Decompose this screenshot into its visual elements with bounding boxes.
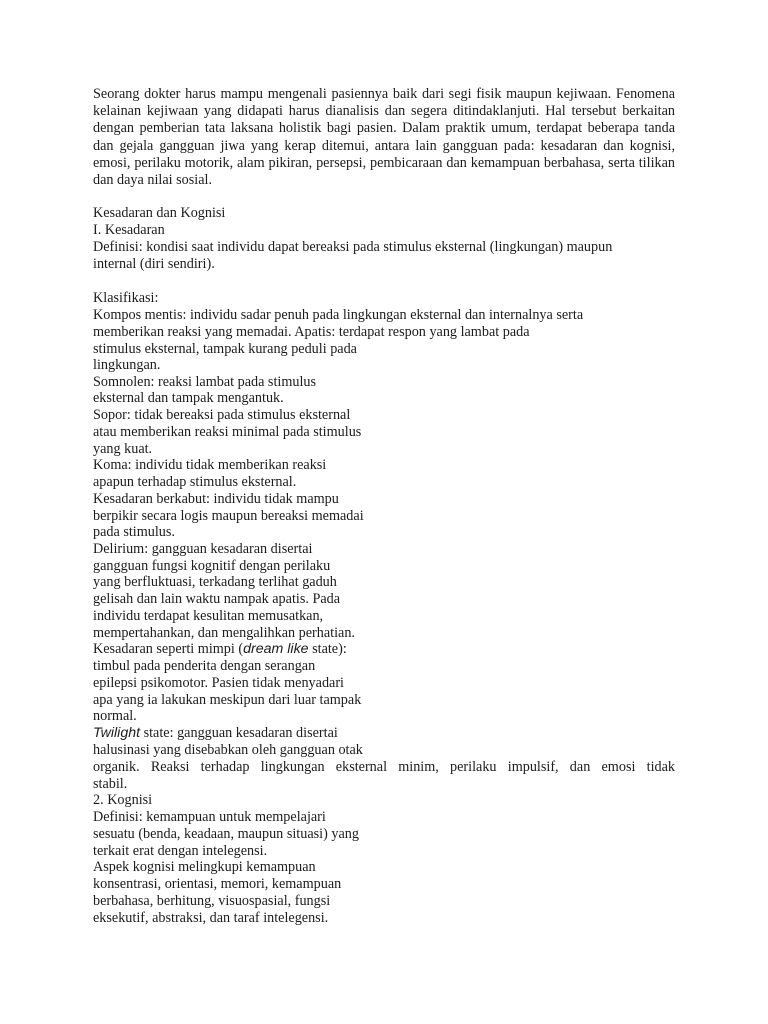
text-line: gangguan fungsi kognitif dengan perilaku bbox=[93, 558, 331, 574]
text-segment: Kesadaran seperti mimpi ( bbox=[93, 641, 244, 657]
text-line: Definisi: kemampuan untuk mempelajari bbox=[93, 809, 326, 825]
text-line: epilepsi psikomotor. Pasien tidak menyadari bbox=[93, 675, 344, 691]
text-line: Aspek kognisi melingkupi kemampuan bbox=[93, 859, 316, 875]
text-line: sesuatu (benda, keadaan, maupun situasi) yang bbox=[93, 826, 359, 842]
text-line: stabil. bbox=[93, 776, 128, 792]
text-line: stimulus eksternal, tampak kurang peduli pada bbox=[93, 341, 357, 357]
text-line: lingkungan. bbox=[93, 357, 161, 373]
text-line: mempertahankan, dan mengalihkan perhatian. bbox=[93, 625, 355, 641]
text-line bbox=[93, 641, 347, 658]
text-line: atau memberikan reaksi minimal pada stimulus bbox=[93, 424, 362, 440]
subsection-heading: I. Kesadaran bbox=[93, 222, 165, 238]
text-line: Somnolen: reaksi lambat pada stimulus bbox=[93, 374, 317, 390]
text-line: Kesadaran berkabut: individu tidak mampu bbox=[93, 491, 339, 507]
text-line: gelisah dan lain waktu nampak apatis. Pada bbox=[93, 591, 341, 607]
subsection-heading: 2. Kognisi bbox=[93, 792, 153, 808]
text-line: apa yang ia lakukan meskipun dari luar tampak bbox=[93, 692, 362, 708]
text-segment: state): bbox=[308, 641, 347, 657]
text-line: Kompos mentis: individu sadar penuh pada lingkungan eksternal dan internalnya serta bbox=[93, 307, 584, 323]
text-line: yang kuat. bbox=[93, 441, 153, 457]
text-line: yang berfluktuasi, terkadang terlihat gaduh bbox=[93, 574, 337, 590]
text-line: konsentrasi, orientasi, memori, kemampuan bbox=[93, 876, 342, 892]
text-line: Sopor: tidak bereaksi pada stimulus eksternal bbox=[93, 407, 351, 423]
italic-term: Twilight bbox=[93, 725, 141, 741]
section-heading: Kesadaran dan Kognisi bbox=[93, 205, 226, 221]
text-line: eksekutif, abstraksi, dan taraf intelegensi. bbox=[93, 910, 329, 926]
italic-term: dream like bbox=[243, 641, 309, 657]
text-segment: state: gangguan kesadaran disertai bbox=[140, 725, 338, 741]
text-line: Delirium: gangguan kesadaran disertai bbox=[93, 541, 313, 557]
text-line: halusinasi yang disebabkan oleh gangguan otak bbox=[93, 742, 363, 758]
text-line: apapun terhadap stimulus eksternal. bbox=[93, 474, 297, 490]
text-line: timbul pada penderita dengan serangan bbox=[93, 658, 316, 674]
text-line: memberikan reaksi yang memadai. Apatis: terdapat respon yang lambat pada bbox=[93, 324, 530, 340]
intro-paragraph: Seorang dokter harus mampu mengenali pasiennya baik dari segi fisik maupun kejiwaan. Fenomena kelainan kejiwaan yang didapati harus dianalisis dan segera ditindaklanjuti. Hal tersebut berkaitan dengan pemberian tata laksana holistik bagi pasien. Dalam praktik umum, terdapat beberapa tanda dan gejala gangguan jiwa yang kerap ditemui, antara lain gangguan pada: kesadaran dan kognisi, emosi, perilaku motorik, alam pikiran, persepsi, pembicaraan dan kemampuan berbahasa, serta tilikan dan daya nilai sosial. bbox=[93, 86, 675, 189]
text-line: pada stimulus. bbox=[93, 524, 175, 540]
text-line: eksternal dan tampak mengantuk. bbox=[93, 390, 284, 406]
text-line: berbahasa, berhitung, visuospasial, fungsi bbox=[93, 893, 331, 909]
text-line: Definisi: kondisi saat individu dapat bereaksi pada stimulus eksternal (lingkungan) maupun bbox=[93, 239, 613, 255]
text-line: normal. bbox=[93, 708, 137, 724]
text-line: terkait erat dengan intelegensi. bbox=[93, 843, 268, 859]
text-line: organik. Reaksi terhadap lingkungan eksternal minim, perilaku impulsif, dan emosi tidak bbox=[93, 759, 675, 775]
text-line bbox=[93, 725, 338, 742]
text-line: berpikir secara logis maupun bereaksi memadai bbox=[93, 508, 364, 524]
text-line: internal (diri sendiri). bbox=[93, 256, 215, 272]
text-line: Koma: individu tidak memberikan reaksi bbox=[93, 457, 327, 473]
subsection-heading: Klasifikasi: bbox=[93, 290, 159, 306]
text-line: individu terdapat kesulitan memusatkan, bbox=[93, 608, 324, 624]
